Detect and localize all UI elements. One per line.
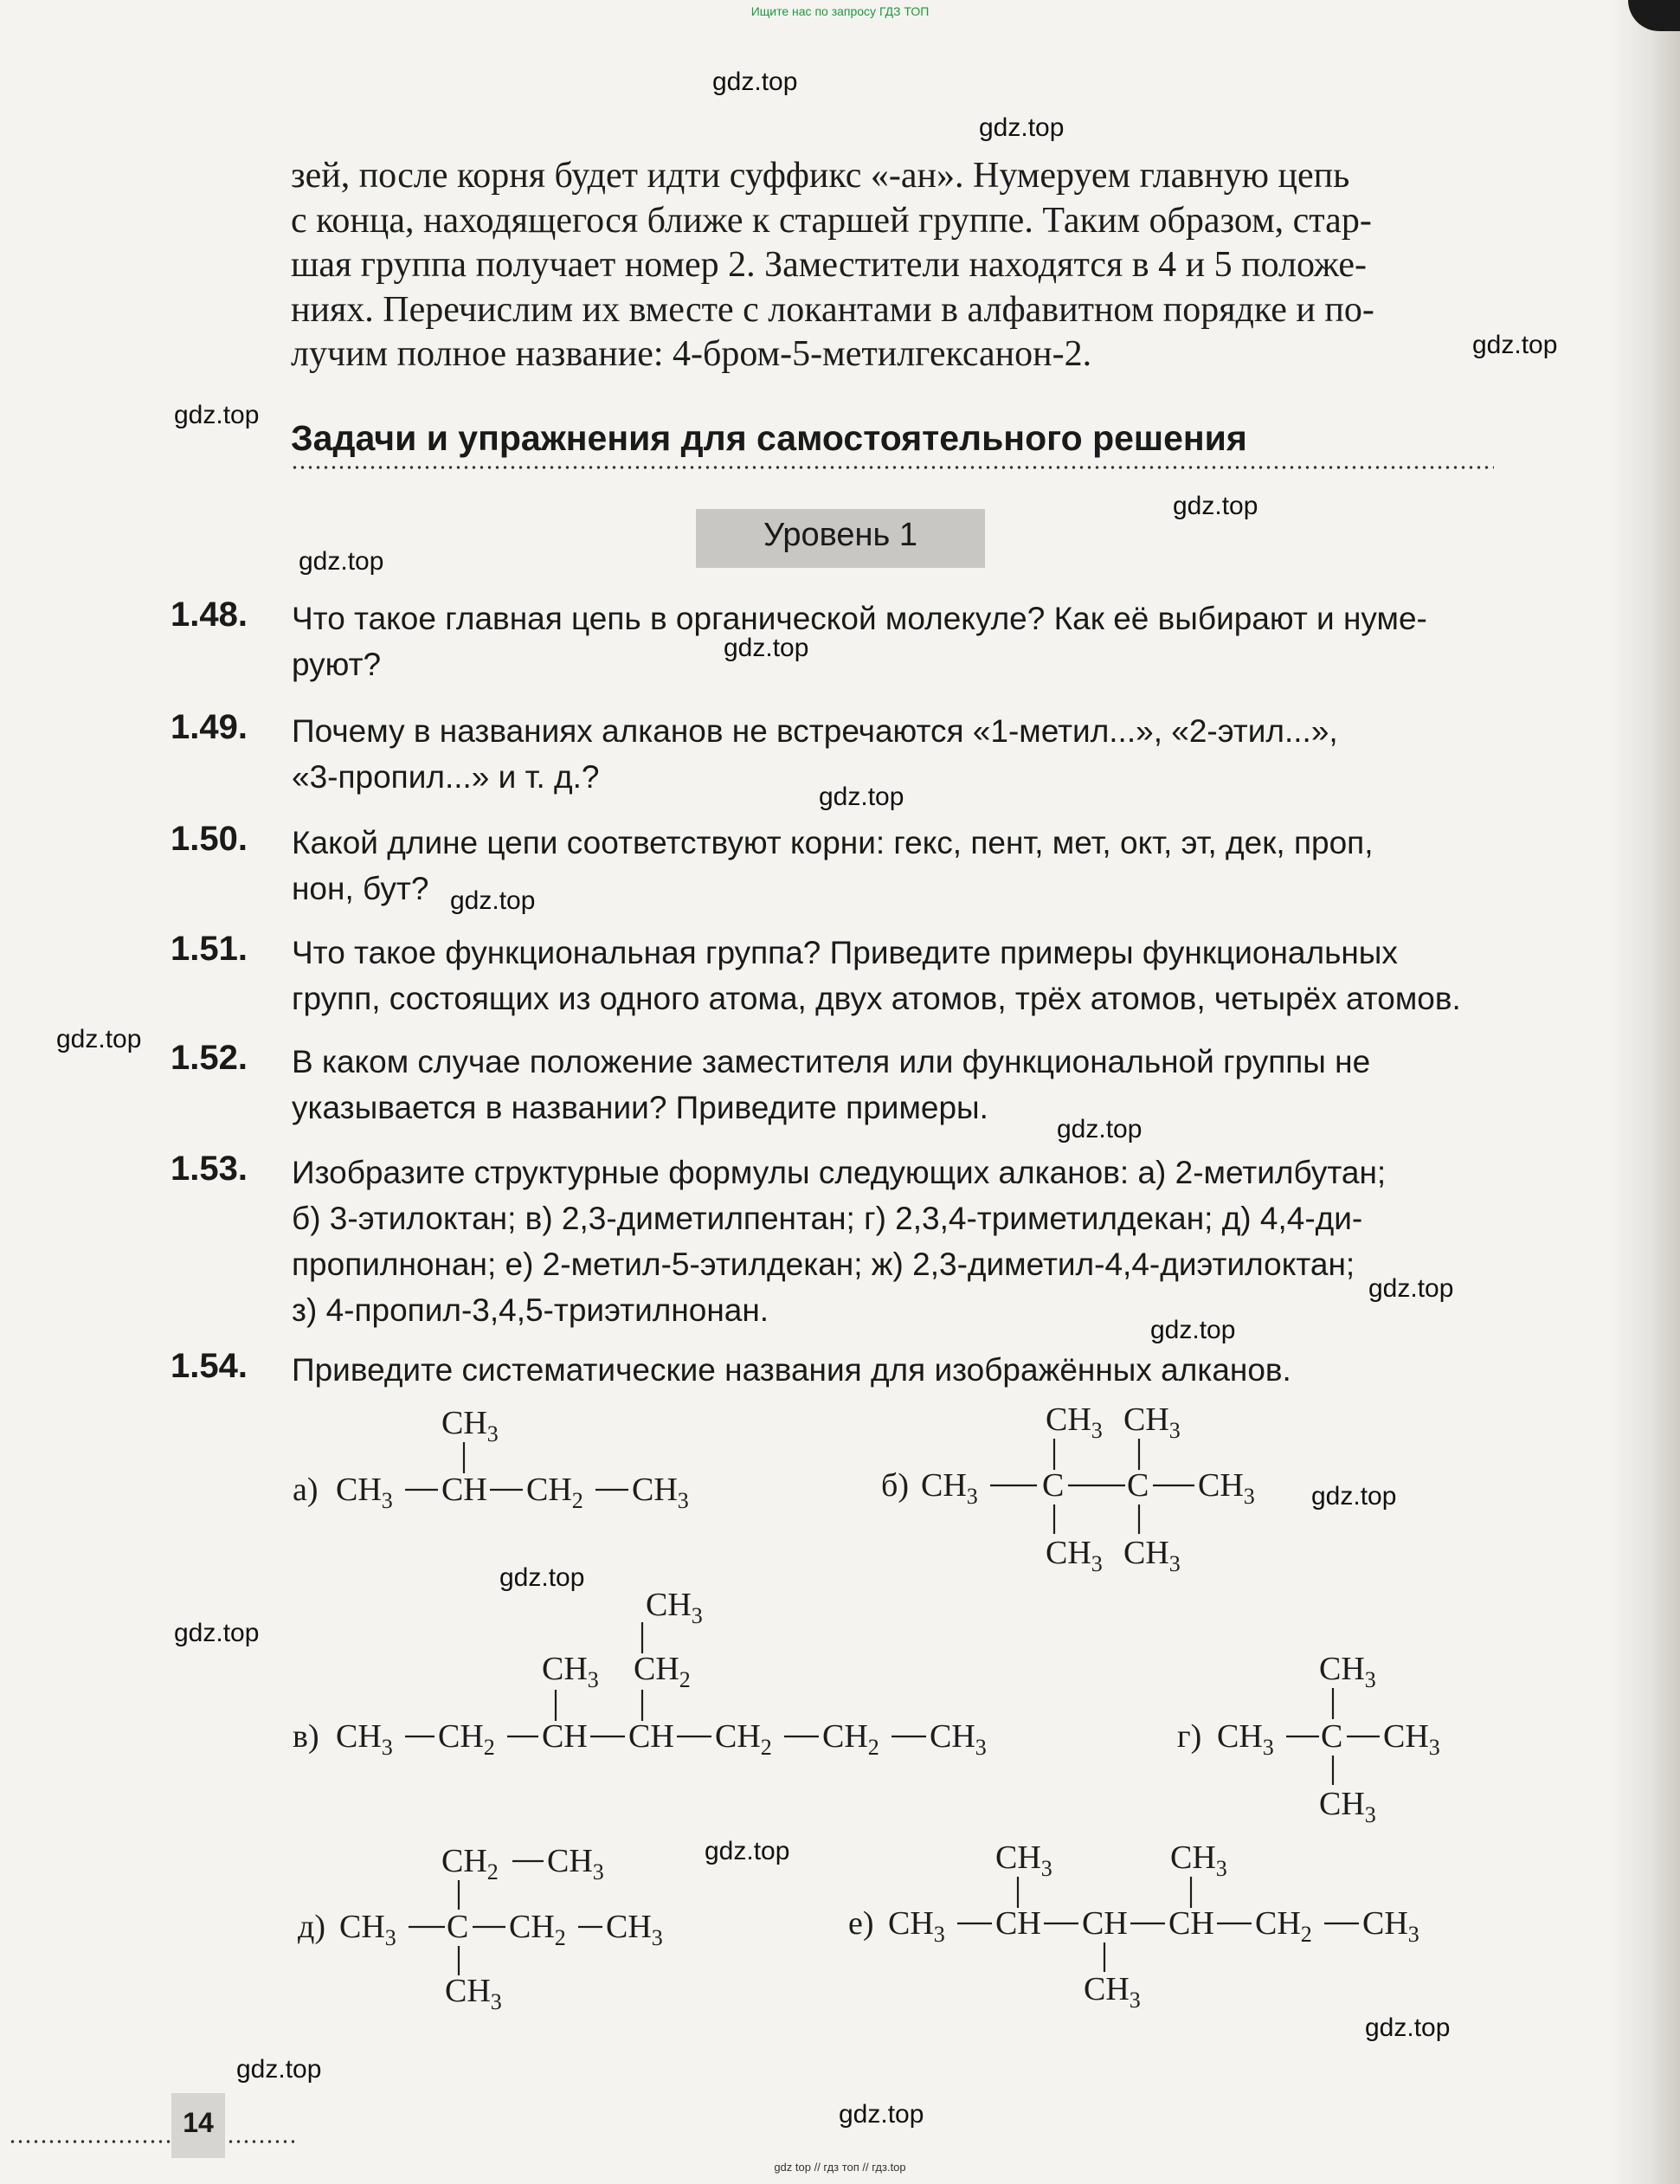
task-number: 1.51. [171,930,248,968]
ch2-group: $CH_2$ [822,1718,879,1760]
formula-label: б) [881,1467,909,1504]
intro-line: с конца, находящегося ближе к старшей группе. Таким образом, стар- [291,200,1372,241]
ch3-group: $CH_3$ [547,1843,604,1884]
task-number: 1.52. [171,1039,248,1077]
task-line: Что такое главная цепь в органической молекуле? Как её выбирают и нуме- [292,601,1427,636]
watermark: gdz.top [1173,492,1258,520]
ch3-group: $CH_3$ [1123,1401,1181,1443]
formula-a [293,1405,689,1513]
task-number: 1.54. [171,1347,248,1385]
formula-label: в) [293,1718,319,1755]
ch2-group: $CH_2$ [441,1843,499,1884]
page-number: 14 [183,2107,214,2138]
task-line: Приведите систематические названия для изображённых алканов. [292,1352,1291,1388]
task-line: руют? [292,647,382,682]
watermark: gdz.top [1368,1274,1454,1303]
task-line: Какой длине цепи соответствуют корни: гекс, пент, мет, окт, эт, дек, проп, [292,825,1374,860]
ch3-group: $CH_3$ [441,1405,499,1446]
watermark: gdz.top [712,68,798,96]
ch3-group: $CH_3$ [542,1651,599,1692]
task-line: б) 3-этилоктан; в) 2,3-диметилпентан; г) 2,3,4-триметилдекан; д) 4,4-ди- [292,1201,1363,1236]
ch3-group: $CH_3$ [336,1472,393,1513]
ch3-group: $CH_3$ [1362,1905,1419,1947]
watermark: gdz.top [724,634,809,662]
ch3-group: $CH_3$ [1319,1651,1376,1692]
ch3-group: $CH_3$ [1319,1786,1376,1827]
watermark: gdz.top [1365,2013,1451,2042]
task-number: 1.48. [171,596,248,634]
task-line: Почему в названиях алканов не встречаются «1-метил...», «2-этил...», [292,713,1338,749]
ch2-group: $CH_2$ [1255,1905,1312,1947]
c-atom: C [1127,1467,1149,1504]
formula-b [881,1401,1255,1576]
c-atom: C [1042,1467,1065,1504]
ch3-group: $CH_3$ [339,1909,396,1950]
formula-v [293,1587,987,1760]
formula-label: е) [848,1905,874,1942]
ch2-group: $CH_2$ [715,1718,772,1760]
watermark: gdz.top [1472,331,1558,359]
ch3-group: $CH_3$ [1123,1535,1181,1576]
watermark: gdz.top [174,401,260,429]
task-line: нон, бут? [292,871,429,906]
ch-group: CH [628,1718,674,1755]
task-number: 1.50. [171,820,248,858]
watermark: gdz.top [1150,1316,1236,1344]
watermark: gdz.top [705,1837,790,1865]
intro-line: зей, после корня будет идти суффикс «-ан». Нумеруем главную цепь [291,156,1350,196]
task-line: Изобразите структурные формулы следующих алканов: а) 2-метилбутан; [292,1155,1387,1190]
watermark: gdz.top [839,2100,924,2129]
ch-group: CH [1082,1905,1128,1942]
ch3-group: $CH_3$ [646,1587,703,1628]
ch-group: CH [995,1905,1041,1942]
ch-group: CH [441,1472,487,1508]
ch3-group: $CH_3$ [1046,1401,1103,1443]
ch3-group: $CH_3$ [1198,1467,1255,1509]
watermark: gdz.top [299,547,384,576]
ch2-group: $CH_2$ [438,1718,495,1760]
ch2-group: $CH_2$ [526,1472,583,1513]
intro-line: ниях. Перечислим их вместе с локантами в алфавитном порядке и по- [291,289,1374,330]
task-number: 1.53. [171,1150,248,1188]
watermark: gdz.top [236,2055,322,2084]
ch2-group: $CH_2$ [509,1909,566,1950]
bottom-note: gdz top // гдз топ // гдз.top [774,2161,906,2174]
watermark: gdz.top [819,783,904,811]
ch3-group: $CH_3$ [336,1718,393,1760]
ch3-group: $CH_3$ [1170,1839,1227,1881]
task-line: з) 4-пропил-3,4,5-триэтилнонан. [292,1292,769,1328]
top-search-note: Ищите нас по запросу ГДЗ ТОП [750,4,930,18]
task-line: указывается в названии? Приведите примеры. [292,1090,988,1125]
watermark: gdz.top [56,1025,142,1053]
ch3-group: $CH_3$ [1383,1718,1440,1760]
task-line: пропилнонан; е) 2-метил-5-этилдекан; ж) 2,3-диметил-4,4-диэтилоктан; [292,1247,1355,1282]
ch3-group: $CH_3$ [632,1472,689,1513]
formula-g [1177,1651,1440,1827]
task-line: групп, состоящих из одного атома, двух атомов, трёх атомов, четырёх атомов. [292,981,1461,1016]
ch3-group: $CH_3$ [930,1718,987,1760]
intro-line: лучим полное название: 4-бром-5-метилгексанон-2. [291,334,1092,374]
c-atom: C [447,1909,469,1945]
ch2-group: $CH_2$ [634,1651,691,1692]
intro-line: шая группа получает номер 2. Заместители находятся в 4 и 5 положе- [291,245,1368,285]
formula-d [298,1843,663,2014]
ch3-group: $CH_3$ [921,1467,978,1509]
task-line: В каком случае положение заместителя или функциональной группы не [292,1044,1371,1079]
formula-label: г) [1177,1718,1202,1755]
ch3-group: $CH_3$ [995,1839,1052,1881]
section-heading: Задачи и упражнения для самостоятельного решения [291,418,1247,458]
formula-e [848,1839,1419,2013]
ch3-group: $CH_3$ [1217,1718,1274,1760]
ch3-group: $CH_3$ [606,1909,663,1950]
formula-label: д) [298,1909,325,1945]
footer-dotted-rule [9,2140,294,2143]
ch3-group: $CH_3$ [445,1973,502,2014]
ch3-group: $CH_3$ [1084,1971,1141,2013]
ch-group: CH [542,1718,588,1755]
task-line: «3-пропил...» и т. д.? [292,759,600,795]
ch3-group: $CH_3$ [888,1905,945,1947]
ch-group: CH [1168,1905,1214,1942]
watermark: gdz.top [450,886,536,915]
level-label: Уровень 1 [763,517,918,553]
ch3-group: $CH_3$ [1046,1535,1103,1576]
formula-label: а) [293,1472,319,1508]
task-number: 1.49. [171,708,248,746]
watermark: gdz.top [979,113,1065,142]
watermark: gdz.top [499,1563,585,1592]
watermark: gdz.top [1311,1482,1397,1511]
c-atom: C [1321,1718,1343,1755]
watermark: gdz.top [174,1619,260,1647]
task-line: Что такое функциональная группа? Приведите примеры функциональных [292,935,1398,970]
watermark: gdz.top [1057,1115,1143,1144]
